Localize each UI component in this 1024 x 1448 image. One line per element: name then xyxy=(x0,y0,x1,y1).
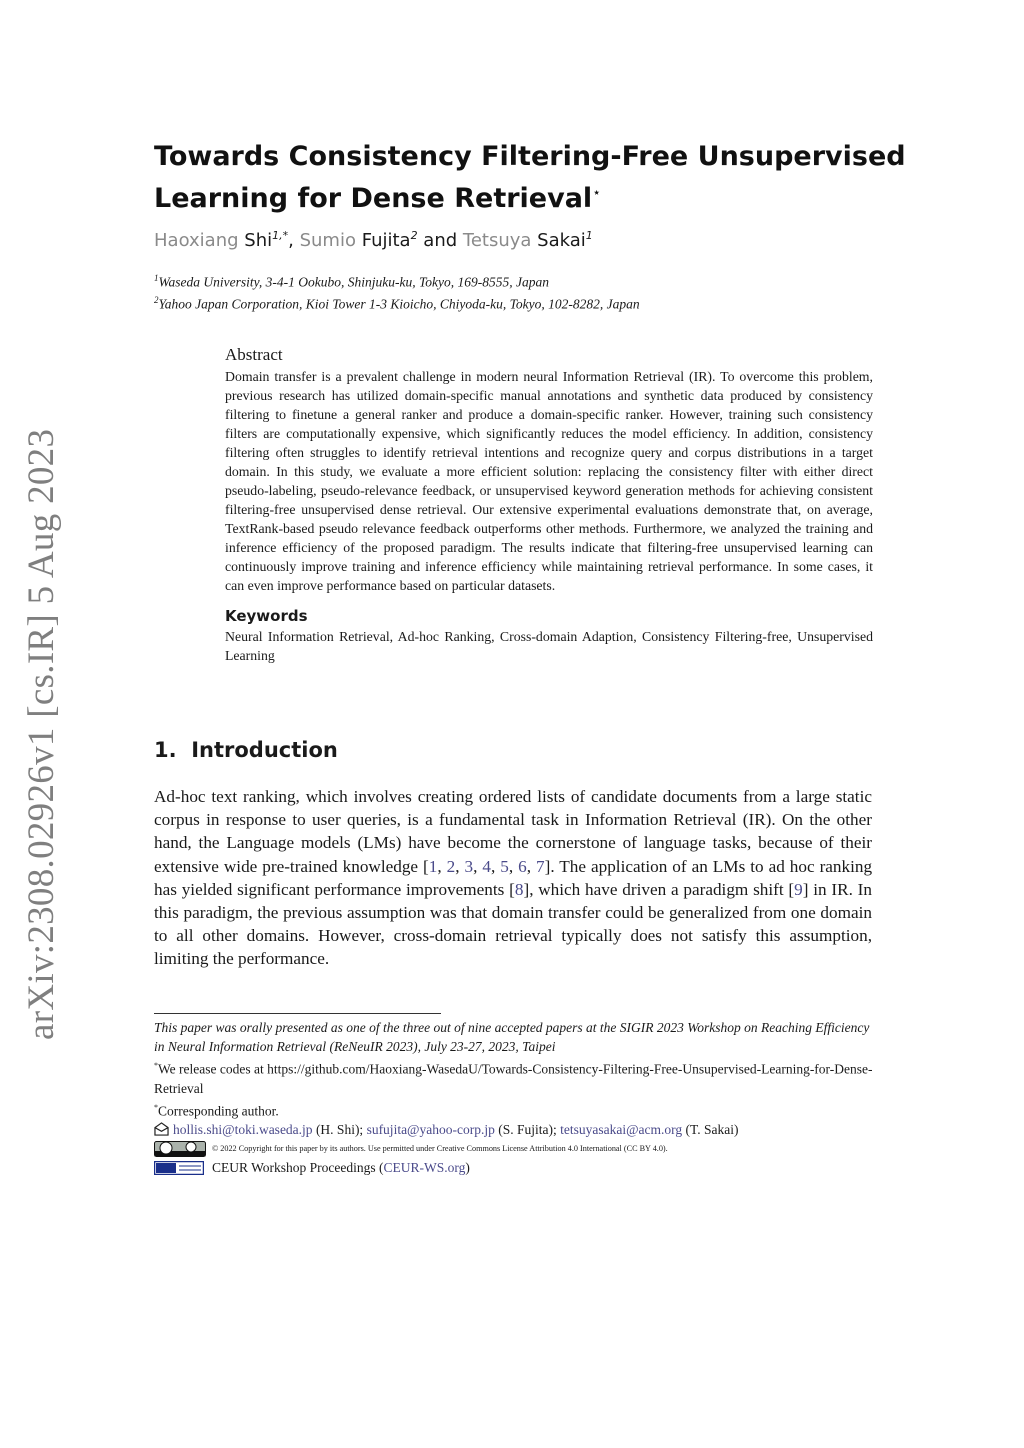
section-title-text: Introduction xyxy=(191,738,338,762)
keywords-text: Neural Information Retrieval, Ad-hoc Ranking, Cross-domain Adaption, Consistency Filtering-free, Unsupervised Learning xyxy=(225,629,873,663)
affiliation-text: Yahoo Japan Corporation, Kioi Tower 1-3 Kioicho, Chiyoda-ku, Tokyo, 102-8282, Japan xyxy=(158,296,640,312)
license-text: © 2022 Copyright for this paper by its authors. Use permitted under Creative Commons License Attribution 4.0 International (CC BY 4.0). xyxy=(212,1144,668,1153)
citation-link[interactable]: 6 xyxy=(518,856,527,876)
section-heading-introduction xyxy=(154,738,338,762)
license-line xyxy=(154,1139,874,1158)
author-sup: 1,* xyxy=(272,229,289,242)
author-sup: 1 xyxy=(585,229,593,242)
email-link-shi[interactable]: hollis.shi@toki.waseda.jp xyxy=(173,1122,313,1137)
author-family-name: Sakai xyxy=(537,230,586,251)
intro-text: ] in IR. In this paradigm, the previous assumption was that domain transfer could be generalized from one domain to all other domains. However, cross-domain retrieval typically does not satisfy this assumption, limiting the performance. xyxy=(154,879,872,969)
footnote-corresponding xyxy=(154,1098,874,1121)
citation-link[interactable]: 1 xyxy=(428,856,438,876)
footnote-code-sup: * xyxy=(154,1061,158,1070)
introduction-paragraph: Ad-hoc text ranking, which involves creating ordered lists of candidate documents from a large static corpus in response to user queries, is a fundamental task in Information Retrieval (IR). On the other hand, the Language models (LMs) have become the cornerstone of language tasks, because of their extensive wide pre-trained knowledge [1, 2, 3, 4, 5, 6, 7]. The application of an LMs to ad hoc ranking has yielded significant performance improvements [8], which have driven a paradigm shift [9] in IR. In this paradigm, the previous assumption was that domain transfer could be generalized from one domain to all other domains. However, cross-domain retrieval typically does not satisfy this assumption, limiting the performance. xyxy=(154,787,873,969)
footnote-corr-sup: * xyxy=(154,1102,158,1112)
footnote-code-text: We release codes at https://github.com/Haoxiang-WasedaU/Towards-Consistency-Filtering-Free-Unsupervised-Learning-for-Dense-Retrieval xyxy=(154,1061,873,1096)
citation-link[interactable]: 8 xyxy=(514,879,524,899)
footnote-divider xyxy=(154,1013,441,1014)
affiliation-text: Waseda University, 3-4-1 Ookubo, Shinjuku-ku, Tokyo, 169-8555, Japan xyxy=(158,274,549,290)
affiliation-sup: 1 xyxy=(154,273,159,283)
envelope-icon xyxy=(154,1122,169,1136)
footnote-presented: This paper was orally presented as one of the three out of nine accepted papers at the SIGIR 2023 Workshop on Reaching Efficiency in Neural Information Retrieval (ReNeuIR 2023), July 23-27, 2023, Taipei xyxy=(154,1020,870,1054)
email-link-sakai[interactable]: tetsuyasakai@acm.org xyxy=(560,1122,683,1137)
ceur-ws-link[interactable]: CEUR-WS.org xyxy=(383,1160,466,1175)
author-family-name: Shi xyxy=(244,230,273,251)
citation-link[interactable]: 3 xyxy=(464,856,474,876)
abstract-text: Domain transfer is a prevalent challenge in modern neural Information Retrieval (IR). To overcome this problem, previous research has utilized domain-specific manual annotations and synthetic data produced by consistency filtering to finetune a general ranker and produce a domain-specific ranker. However, training such consistency filters are computationally expensive, which significantly reduces the model efficiency. In addition, consistency filtering often struggles to identify retrieval intentions and recognize query and corpus distributions in a target domain. In this study, we evaluate a more efficient solution: replacing the consistency filter with either direct pseudo-labeling, pseudo-relevance feedback, or unsupervised keyword generation methods for achieving consistent filtering-free unsupervised dense retrieval. Our extensive experimental evaluations demonstrate that, on average, TextRank-based pseudo relevance feedback outperforms other methods. Furthermore, we analyzed the training and inference efficiency of the proposed paradigm. The results indicate that filtering-free unsupervised learning can continuously improve training and inference efficiency while maintaining retrieval performance. In some cases, it can even improve performance based on particular datasets. xyxy=(225,369,873,593)
author-family-name: Fujita xyxy=(361,230,411,251)
author-separator: and xyxy=(417,230,463,251)
proceedings-close: ) xyxy=(465,1160,470,1175)
title-line-1: Towards Consistency Filtering-Free Unsupervised xyxy=(154,141,906,172)
cc-by-badge-icon xyxy=(154,1141,206,1157)
citation-link[interactable]: 4 xyxy=(482,856,491,876)
affiliation-sup: 2 xyxy=(154,295,159,305)
citation-link[interactable]: 2 xyxy=(446,856,456,876)
email-owner: (H. Shi); xyxy=(312,1122,367,1137)
email-owner: (S. Fujita); xyxy=(494,1122,561,1137)
proceedings-text: CEUR Workshop Proceedings ( xyxy=(212,1160,384,1175)
citation-link[interactable]: 7 xyxy=(536,856,545,876)
author-separator: , xyxy=(288,230,300,251)
author-sup: 2 xyxy=(410,229,418,242)
title-star-marker: ⋆ xyxy=(592,185,601,201)
intro-text: Ad-hoc text ranking, which involves creating ordered lists of candidate documents from a large static corpus in response to user queries, is a fundamental task in Information Retrieval (IR). On the other hand, the Language models (LMs) have become the cornerstone of language tasks, because of their extensive wide pre-trained knowledge [ xyxy=(154,787,872,876)
footnote-code xyxy=(154,1056,874,1098)
author-given-name: Haoxiang xyxy=(154,230,239,251)
affiliation-1 xyxy=(154,273,549,291)
author-list xyxy=(154,229,593,251)
footnotes xyxy=(154,1018,874,1177)
affiliation-2 xyxy=(154,295,640,313)
paper-title xyxy=(154,138,914,217)
abstract-section xyxy=(225,345,873,665)
email-link-fujita[interactable]: sufujita@yahoo-corp.jp xyxy=(366,1122,495,1137)
footnote-corr-text: Corresponding author. xyxy=(158,1103,279,1118)
intro-text: ], which have driven a paradigm shift [ xyxy=(523,879,795,899)
section-number: 1. xyxy=(154,738,177,762)
author-given-name: Tetsuya xyxy=(462,230,532,251)
proceedings-line xyxy=(154,1158,874,1177)
intro-text: ]. The application of an LMs to ad hoc ranking has yielded significant performance improvements [ xyxy=(154,856,873,899)
footnote-emails xyxy=(154,1120,874,1139)
email-owner: (T. Sakai) xyxy=(682,1122,739,1137)
abstract-heading: Abstract xyxy=(225,345,283,364)
ceur-logo-icon xyxy=(154,1161,204,1175)
title-line-2: Learning for Dense Retrieval xyxy=(154,183,593,214)
author-given-name: Sumio xyxy=(299,230,356,251)
keywords-heading: Keywords xyxy=(225,607,308,625)
arxiv-side-stamp: arXiv:2308.02926v1 [cs.IR] 5 Aug 2023 xyxy=(21,428,62,1040)
citation-link[interactable]: 5 xyxy=(500,856,509,876)
citation-link[interactable]: 9 xyxy=(794,879,803,899)
